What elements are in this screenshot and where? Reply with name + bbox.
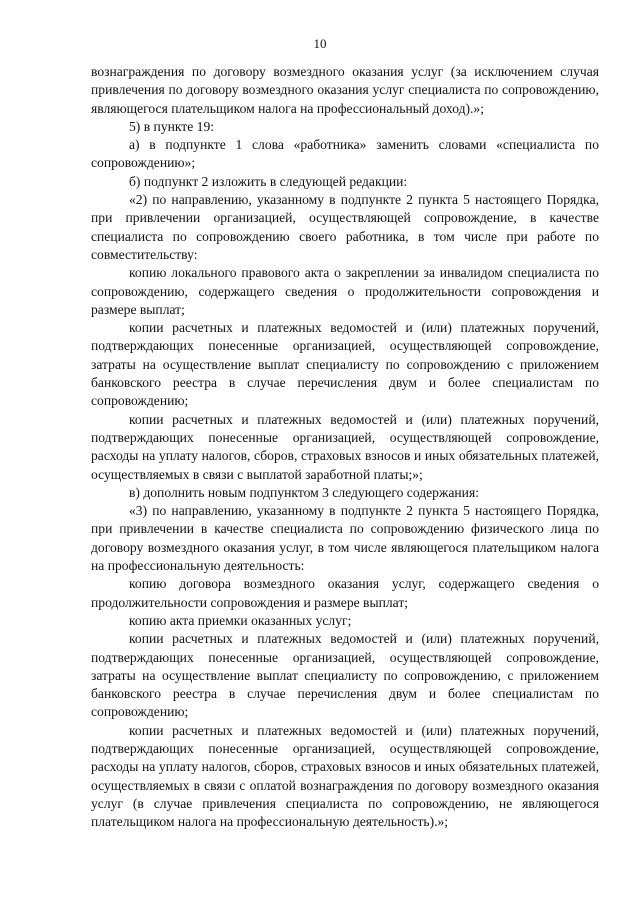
paragraph-local-act-copy: копию локального правового акта о закреплении за инвалидом специалиста по сопровождению, содержащего сведения о продолжительности сопровождения и размере выплат;: [91, 265, 599, 317]
page-number: 10: [313, 36, 327, 51]
paragraph-payment-copies-2: копии расчетных и платежных ведомостей и (или) платежных поручений, подтверждающих понесенные организацией, осуществляющей сопровождение, затраты на осуществление выплат специалисту по сопровождению, с приложением банковского реестра в случае перечисления двум и более специалистам по сопровождению;: [91, 631, 599, 720]
paragraph-contract-copy: копию договора возмездного оказания услуг, содержащего сведения о продолжительности сопровождения и размере выплат;: [91, 576, 599, 610]
document-body: [91, 63, 599, 831]
paragraph-subitem-b: б) подпункт 2 изложить в следующей редакции:: [129, 173, 408, 189]
paragraph-item-5: 5) в пункте 19:: [129, 118, 215, 134]
paragraph-quote-2: «2) по направлению, указанному в подпункте 2 пункта 5 настоящего Порядка, при привлечении организацией, осуществляющей сопровождение, в качестве специалиста по сопровождению своего работника, в том числе при работе по совместительству:: [91, 192, 599, 262]
paragraph-tax-copies-2: копии расчетных и платежных ведомостей и (или) платежных поручений, подтверждающих понесенные организацией, осуществляющей сопровождение, расходы на уплату налогов, сборов, страховых взносов и иных обязательных платежей, осуществляемых в связи с оплатой вознаграждения по договору возмездного оказания услуг (в случае привлечения специалиста по сопровождению, не являющегося плательщиком налога на профессиональную деятельность).»;: [91, 722, 599, 830]
paragraph-tax-copies: копии расчетных и платежных ведомостей и (или) платежных поручений, подтверждающих понесенные организацией, осуществляющей сопровождение, расходы на уплату налогов, сборов, страховых взносов и иных обязательных платежей, осуществляемых в связи с выплатой заработной платы;»;: [91, 411, 599, 482]
paragraph-continuation: вознаграждения по договору возмездного оказания услуг (за исключением случая привлечения по договору возмездного оказания услуг специалиста по сопровождению, являющегося плательщиком налога на профессиональный доход).»;: [91, 64, 599, 116]
paragraph-subitem-a: а) в подпункте 1 слова «работника» заменить словами «специалиста по сопровождению»;: [91, 137, 599, 171]
paragraph-payment-copies: копии расчетных и платежных ведомостей и (или) платежных поручений, подтверждающих понесенные организацией, осуществляющей сопровождение, затраты на осуществление выплат специалисту по сопровождению с приложением банковского реестра в случае перечисления двум и более специалистам по сопровождению;: [91, 320, 599, 409]
paragraph-quote-3: «3) по направлению, указанному в подпункте 2 пункта 5 настоящего Порядка, при привлечении в качестве специалиста по сопровождению физического лица по договору возмездного оказания услуг, в том числе являющегося плательщиком налога на профессиональную деятельность:: [91, 503, 599, 574]
paragraph-subitem-c: в) дополнить новым подпунктом 3 следующего содержания:: [129, 484, 479, 500]
paragraph-acceptance-act-copy: копию акта приемки оказанных услуг;: [129, 612, 352, 628]
